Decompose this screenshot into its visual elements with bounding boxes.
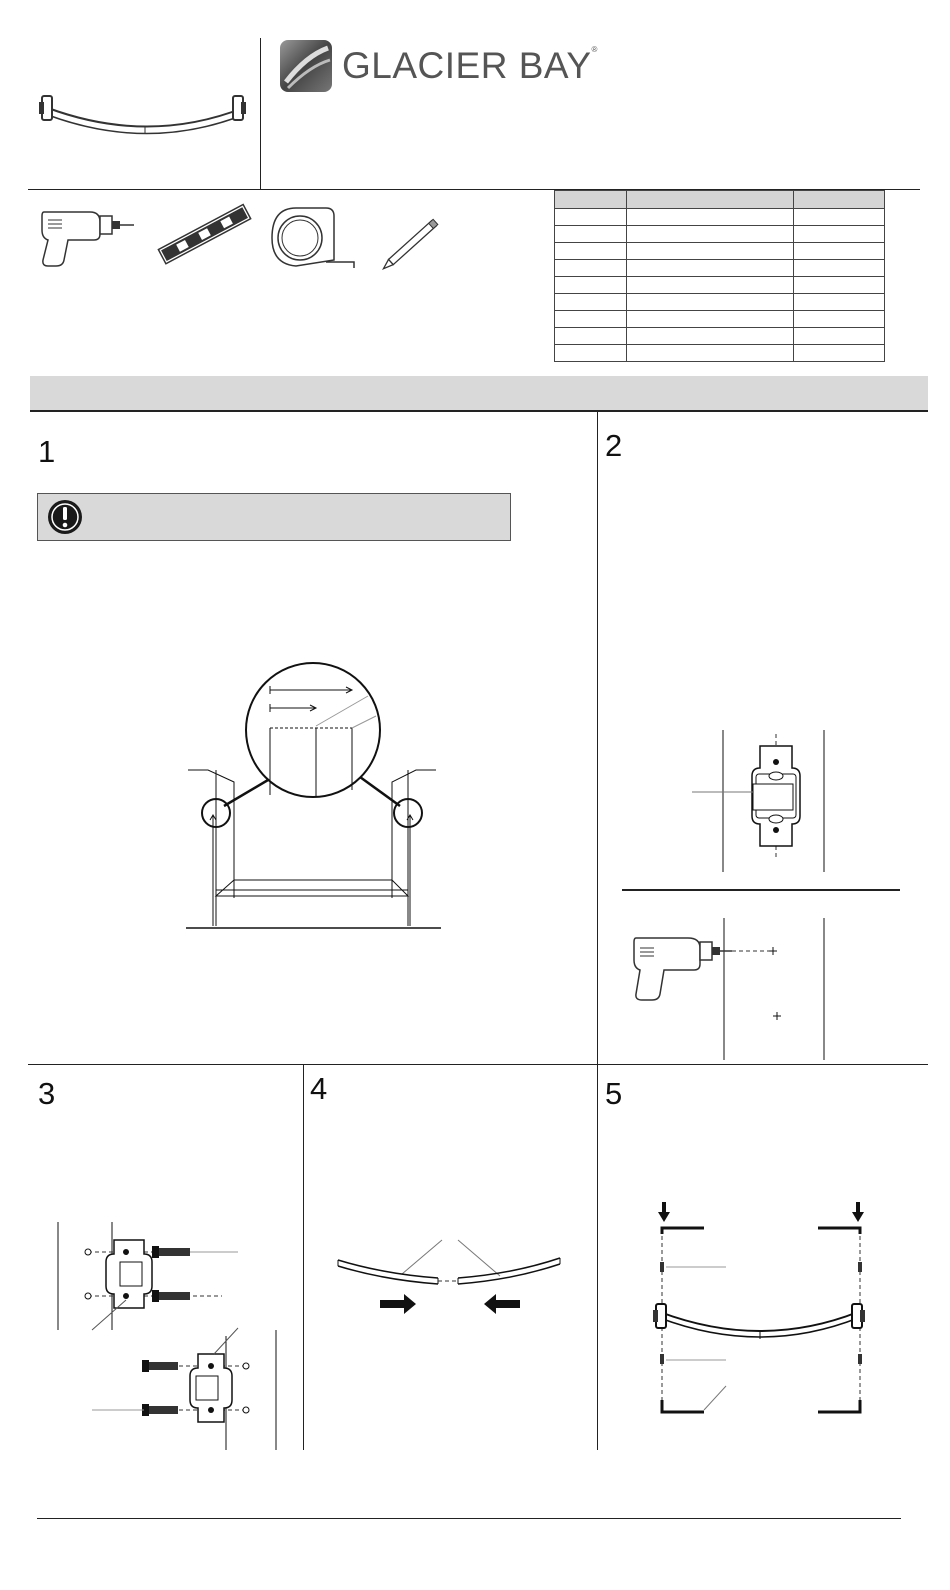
parts-header-cell (627, 191, 794, 209)
footer-rule (37, 1518, 901, 1519)
table-cell (794, 209, 885, 226)
table-cell (794, 345, 885, 362)
curved-rod-product-image (38, 90, 258, 150)
brand-name: GLACIER BAY® (342, 45, 598, 86)
parts-header-cell (555, 191, 627, 209)
step-number-2: 2 (605, 428, 623, 463)
table-cell (627, 311, 794, 328)
table-cell (555, 209, 627, 226)
table-cell (627, 345, 794, 362)
level-icon (155, 200, 255, 270)
drill-marking-diagram (628, 912, 848, 1062)
step-number-1: 1 (38, 434, 56, 469)
table-cell (627, 277, 794, 294)
parts-header-cell (794, 191, 885, 209)
drill-icon (38, 206, 138, 276)
table-cell (794, 328, 885, 345)
table-cell (627, 226, 794, 243)
table-row (555, 345, 885, 362)
table-cell (555, 345, 627, 362)
table-cell (794, 226, 885, 243)
table-cell (555, 260, 627, 277)
step-divider-vertical (597, 412, 598, 1064)
table-cell (555, 311, 627, 328)
table-row (555, 294, 885, 311)
step-divider-horizontal (28, 1064, 928, 1065)
header-divider (260, 38, 261, 189)
glacier-bay-logo-icon (278, 38, 334, 94)
tub-measurement-diagram (186, 660, 456, 940)
table-cell (555, 294, 627, 311)
step-number-4: 4 (310, 1071, 328, 1106)
screw-bracket-diagram (48, 1218, 308, 1458)
warning-icon (47, 499, 83, 535)
table-cell (627, 328, 794, 345)
table-cell (794, 277, 885, 294)
table-cell (555, 277, 627, 294)
brand-logo (278, 38, 598, 94)
table-cell (627, 294, 794, 311)
table-cell (794, 260, 885, 277)
table-cell (627, 260, 794, 277)
step-2-separator (622, 889, 900, 891)
table-cell (627, 243, 794, 260)
warning-box (37, 493, 511, 541)
table-row (555, 226, 885, 243)
tape-measure-icon (266, 204, 366, 274)
table-row (555, 209, 885, 226)
parts-table-header (555, 191, 885, 209)
table-cell (794, 311, 885, 328)
step-number-5: 5 (605, 1076, 623, 1111)
pencil-icon (375, 206, 455, 276)
table-cell (555, 243, 627, 260)
rod-installation-diagram (646, 1200, 886, 1420)
table-cell (794, 294, 885, 311)
step-number-3: 3 (38, 1076, 56, 1111)
table-row (555, 243, 885, 260)
table-row (555, 328, 885, 345)
table-cell (555, 226, 627, 243)
table-cell (555, 328, 627, 345)
table-cell (794, 243, 885, 260)
rod-joining-diagram (334, 1230, 574, 1320)
table-row (555, 277, 885, 294)
parts-table (554, 190, 885, 362)
table-cell (627, 209, 794, 226)
section-header-bar (30, 376, 928, 412)
table-row (555, 260, 885, 277)
bracket-wall-diagram (690, 728, 910, 878)
step-divider-vertical (597, 1064, 598, 1450)
table-row (555, 311, 885, 328)
